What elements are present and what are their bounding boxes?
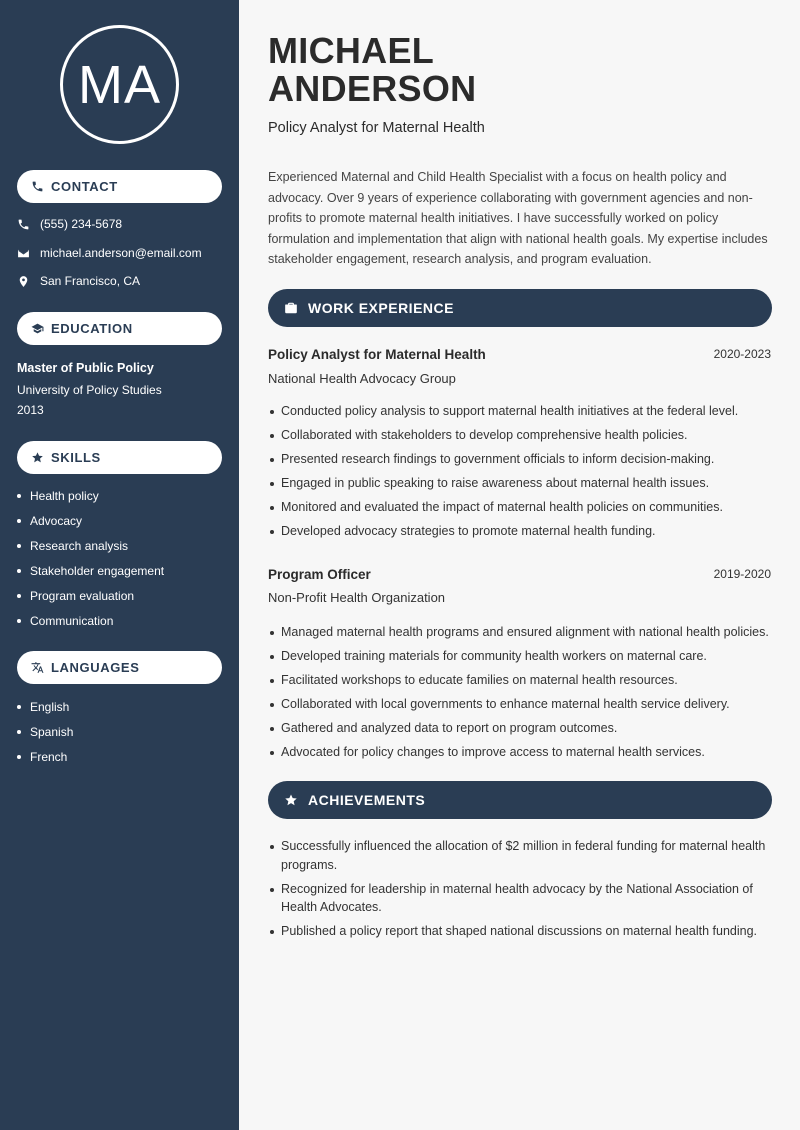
job-title: Policy Analyst for Maternal Health [268,347,486,362]
location-text: San Francisco, CA [40,274,141,288]
education-year: 2013 [17,403,44,417]
list-item: Advocacy [17,508,164,533]
list-item: Spanish [17,719,73,744]
achievements-heading [268,781,772,819]
languages-heading-label: LANGUAGES [51,660,140,675]
contact-heading-label: CONTACT [51,179,118,194]
job-dates: 2020-2023 [713,347,771,361]
list-item: Health policy [17,483,164,508]
skills-list [17,483,164,633]
name-line-last: ANDERSON [268,68,477,109]
list-item: Engaged in public speaking to raise awareness about maternal health issues. [268,474,772,493]
languages-list [17,694,73,769]
list-item: Collaborated with stakeholders to develop comprehensive health policies. [268,426,772,445]
list-item: English [17,694,73,719]
list-item: Monitored and evaluated the impact of maternal health policies on communities. [268,498,772,517]
work-experience-heading-label: WORK EXPERIENCE [308,300,454,316]
star-icon [31,451,44,464]
list-item: Research analysis [17,533,164,558]
star-icon [284,793,298,807]
list-item: Published a policy report that shaped national discussions on maternal health funding. [268,922,772,941]
achievements-list [268,837,772,946]
location-pin-icon [17,275,30,288]
list-item: Conducted policy analysis to support maternal health initiatives at the federal level. [268,402,772,421]
list-item: Managed maternal health programs and ensured alignment with national health policies. [268,623,772,642]
job-organization: National Health Advocacy Group [268,371,456,386]
name-line-first: MICHAEL [268,30,435,71]
list-item: French [17,744,73,769]
job-organization: Non-Profit Health Organization [268,590,446,605]
list-item: Stakeholder engagement [17,558,164,583]
contact-phone[interactable] [17,217,122,231]
list-item: Presented research findings to government officials to inform decision-making. [268,450,772,469]
education-heading [17,312,222,345]
job-bullets [268,623,772,767]
list-item: Program evaluation [17,583,164,608]
list-item: Gathered and analyzed data to report on program outcomes. [268,719,772,738]
skills-heading [17,441,222,474]
phone-text: (555) 234-5678 [40,217,123,231]
phone-icon [31,180,44,193]
education-degree: Master of Public Policy [17,361,154,375]
headline: Policy Analyst for Maternal Health [268,120,485,136]
languages-heading [17,651,222,684]
list-item: Advocated for policy changes to improve access to maternal health services. [268,743,772,762]
list-item: Developed advocacy strategies to promote maternal health funding. [268,522,772,541]
job-title: Program Officer [268,567,371,582]
list-item: Successfully influenced the allocation of $2 million in federal funding for maternal health programs. [268,837,772,874]
email-icon [17,247,30,260]
sidebar [0,0,239,1130]
list-item: Communication [17,608,164,633]
email-text: michael.anderson@email.com [40,246,202,260]
summary: Experienced Maternal and Child Health Specialist with a focus on health policy and advocacy. Over 9 years of experience collaborating with government agencies and non-profits to promote maternal health initiatives. I have successfully worked on policy formulation and implementation that align with national health goals. My expertise includes stakeholder engagement, research analysis, and program evaluation. [268,170,768,266]
education-school: University of Policy Studies [17,383,162,397]
briefcase-icon [284,301,298,315]
job-bullets [268,402,772,546]
list-item: Facilitated workshops to educate families on maternal health resources. [268,671,772,690]
contact-location [17,274,140,288]
phone-icon [17,218,30,231]
job-dates: 2019-2020 [713,567,771,581]
list-item: Developed training materials for community health workers on maternal care. [268,647,772,666]
list-item: Recognized for leadership in maternal health advocacy by the National Association of Health Advocates. [268,880,772,917]
work-experience-heading [268,289,772,327]
translate-icon [31,661,44,674]
contact-email[interactable] [17,246,202,260]
graduation-cap-icon [31,322,44,335]
candidate-name [268,32,476,108]
education-heading-label: EDUCATION [51,321,133,336]
monogram-avatar: MA [60,25,179,144]
achievements-heading-label: ACHIEVEMENTS [308,792,426,808]
contact-heading [17,170,222,203]
skills-heading-label: SKILLS [51,450,101,465]
list-item: Collaborated with local governments to enhance maternal health service delivery. [268,695,772,714]
